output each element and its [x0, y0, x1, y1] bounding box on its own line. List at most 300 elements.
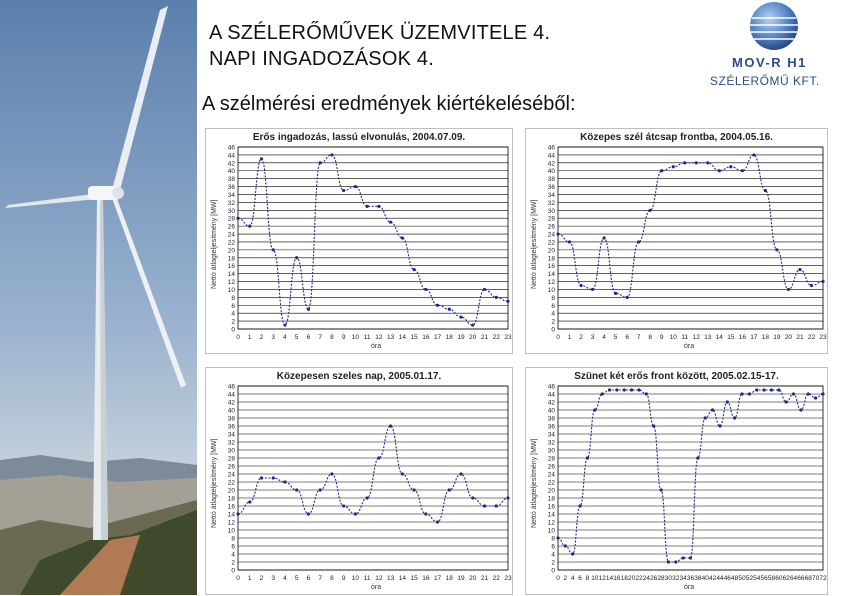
y-tick-label: 24	[227, 231, 235, 239]
x-tick-label: 23	[819, 334, 827, 341]
data-point	[696, 456, 699, 459]
data-point	[763, 388, 766, 391]
x-tick-label: 1	[567, 334, 572, 341]
y-tick-label: 22	[547, 479, 555, 487]
x-tick-label: 40	[701, 575, 709, 582]
x-tick-label: 14	[715, 334, 723, 341]
x-tick-label: 30	[664, 575, 673, 582]
y-tick-label: 30	[547, 447, 555, 455]
data-point	[342, 504, 345, 507]
y-tick-label: 30	[227, 447, 235, 455]
y-tick-label: 6	[231, 543, 235, 551]
x-tick-label: 70	[812, 575, 820, 582]
y-tick-label: 14	[227, 511, 235, 519]
x-tick-label: 12	[375, 334, 383, 341]
chart-3-xlabel: óra	[371, 584, 382, 591]
data-point	[755, 388, 758, 391]
y-tick-label: 24	[547, 231, 555, 239]
y-tick-label: 38	[547, 176, 555, 184]
y-tick-label: 32	[227, 199, 235, 207]
x-tick-label: 50	[738, 575, 746, 582]
y-tick-label: 44	[547, 391, 555, 399]
x-tick-label: 13	[386, 334, 395, 341]
y-tick-label: 36	[547, 184, 555, 192]
data-point	[564, 544, 567, 547]
data-point	[459, 472, 462, 475]
data-point	[424, 288, 427, 291]
data-point	[377, 456, 380, 459]
x-tick-label: 36	[686, 575, 695, 582]
data-point	[571, 552, 574, 555]
x-tick-label: 52	[745, 575, 754, 582]
y-tick-label: 42	[227, 160, 235, 168]
x-tick-label: 22	[492, 575, 500, 582]
data-point	[614, 292, 617, 295]
data-point	[483, 504, 486, 507]
x-tick-label: 3	[271, 334, 276, 341]
y-tick-label: 14	[547, 271, 555, 279]
y-tick-label: 0	[231, 567, 235, 575]
data-point	[568, 240, 571, 243]
x-tick-label: 14	[398, 575, 406, 582]
data-point	[674, 560, 677, 563]
data-point	[748, 392, 751, 395]
x-tick-label: 16	[422, 575, 430, 582]
x-tick-label: 22	[635, 575, 643, 582]
x-tick-label: 17	[433, 334, 442, 341]
data-point	[649, 209, 652, 212]
data-point	[601, 392, 604, 395]
x-tick-label: 5	[294, 575, 299, 582]
x-tick-label: 7	[318, 575, 322, 582]
y-tick-label: 16	[547, 503, 555, 511]
y-tick-label: 24	[227, 471, 235, 479]
x-tick-label: 16	[738, 334, 746, 341]
y-tick-label: 34	[547, 191, 555, 199]
x-tick-label: 0	[236, 575, 240, 582]
chart-3-ylabel: Nettó átlagteljesítmény [MW]	[211, 438, 218, 528]
data-point	[764, 189, 767, 192]
x-tick-label: 60	[775, 575, 783, 582]
y-tick-label: 36	[227, 423, 235, 431]
y-tick-label: 4	[551, 310, 555, 318]
data-point	[821, 280, 824, 283]
y-tick-label: 34	[227, 431, 235, 439]
y-tick-label: 12	[227, 519, 235, 527]
y-tick-label: 18	[547, 495, 555, 503]
y-tick-label: 42	[547, 399, 555, 407]
y-tick-label: 14	[227, 271, 235, 279]
data-point	[354, 185, 357, 188]
y-tick-label: 46	[227, 144, 235, 152]
x-tick-label: 19	[773, 334, 781, 341]
y-tick-label: 20	[227, 247, 235, 255]
data-point	[330, 153, 333, 156]
x-tick-label: 38	[694, 575, 702, 582]
x-tick-label: 11	[363, 334, 371, 341]
data-point	[711, 408, 714, 411]
y-tick-label: 40	[547, 168, 555, 176]
chart-4-svg	[526, 368, 829, 596]
x-tick-label: 13	[386, 575, 395, 582]
chart-1-title: Erős ingadozás, lassú elvonulás, 2004.07.09.	[252, 132, 466, 143]
data-point	[807, 392, 810, 395]
y-tick-label: 42	[547, 160, 555, 168]
x-tick-label: 18	[445, 334, 453, 341]
chart-4	[525, 367, 828, 595]
y-tick-label: 28	[227, 215, 235, 223]
data-point	[471, 323, 474, 326]
data-point	[389, 221, 392, 224]
data-point	[659, 488, 662, 491]
data-point	[236, 512, 239, 515]
chart-3-svg	[206, 368, 514, 596]
data-point	[741, 169, 744, 172]
data-point	[591, 288, 594, 291]
data-point	[637, 240, 640, 243]
data-point	[448, 488, 451, 491]
x-tick-label: 19	[457, 575, 465, 582]
x-tick-label: 66	[797, 575, 805, 582]
y-tick-label: 32	[227, 439, 235, 447]
data-point	[593, 408, 596, 411]
y-tick-label: 8	[551, 294, 555, 302]
x-tick-label: 10	[591, 575, 599, 582]
x-tick-label: 46	[723, 575, 731, 582]
x-tick-label: 4	[602, 334, 606, 341]
y-tick-label: 2	[551, 559, 555, 567]
y-tick-label: 26	[227, 223, 235, 231]
y-tick-label: 4	[231, 310, 235, 318]
data-point	[283, 323, 286, 326]
data-point	[667, 560, 670, 563]
chart-3-title: Közepesen szeles nap, 2005.01.17.	[276, 371, 442, 382]
y-tick-label: 28	[547, 455, 555, 463]
data-point	[448, 308, 451, 311]
title-line-2: NAPI INGADOZÁSOK 4.	[209, 48, 434, 70]
y-tick-label: 0	[231, 326, 235, 334]
y-tick-label: 22	[547, 239, 555, 247]
x-tick-label: 23	[504, 575, 512, 582]
data-point	[330, 472, 333, 475]
data-point	[775, 248, 778, 251]
y-tick-label: 24	[547, 471, 555, 479]
y-tick-label: 34	[227, 191, 235, 199]
chart-1-xlabel: óra	[371, 343, 382, 350]
y-tick-label: 0	[551, 567, 555, 575]
x-tick-label: 44	[716, 575, 724, 582]
y-tick-label: 0	[551, 326, 555, 334]
x-tick-label: 23	[504, 334, 512, 341]
y-tick-label: 12	[547, 519, 555, 527]
data-point	[556, 536, 559, 539]
x-tick-label: 9	[659, 334, 664, 341]
x-tick-label: 18	[761, 334, 770, 341]
data-point	[412, 488, 415, 491]
y-tick-label: 38	[227, 176, 235, 184]
x-tick-label: 34	[679, 575, 687, 582]
plot-area	[558, 386, 823, 570]
data-point	[272, 476, 275, 479]
y-tick-label: 44	[547, 152, 555, 160]
y-tick-label: 28	[227, 455, 235, 463]
x-tick-label: 5	[613, 334, 618, 341]
data-point	[733, 416, 736, 419]
data-point	[412, 268, 415, 271]
x-tick-label: 21	[796, 334, 804, 341]
title-line-1: A SZÉLERŐMŰVEK ÜZEMVITELE 4.	[209, 22, 551, 44]
x-tick-label: 8	[648, 334, 652, 341]
y-tick-label: 8	[551, 535, 555, 543]
y-tick-label: 26	[547, 223, 555, 231]
y-tick-label: 4	[231, 551, 235, 559]
x-tick-label: 7	[318, 334, 322, 341]
data-point	[682, 556, 685, 559]
data-point	[354, 512, 357, 515]
x-tick-label: 18	[620, 575, 628, 582]
data-point	[785, 400, 788, 403]
y-tick-label: 30	[227, 207, 235, 215]
data-point	[626, 296, 629, 299]
y-tick-label: 32	[547, 439, 555, 447]
y-tick-label: 42	[227, 399, 235, 407]
data-point	[556, 232, 559, 235]
x-tick-label: 8	[330, 575, 334, 582]
data-point	[752, 153, 755, 156]
y-tick-label: 18	[227, 255, 235, 263]
y-tick-label: 38	[547, 415, 555, 423]
data-point	[652, 424, 655, 427]
data-point	[810, 284, 813, 287]
data-point	[260, 157, 263, 160]
x-tick-label: 6	[578, 575, 582, 582]
x-tick-label: 4	[283, 334, 287, 341]
data-point	[436, 304, 439, 307]
y-tick-label: 22	[227, 479, 235, 487]
data-point	[459, 316, 462, 319]
data-point	[377, 205, 380, 208]
x-tick-label: 22	[492, 334, 500, 341]
x-tick-label: 4	[283, 575, 287, 582]
data-point	[821, 392, 824, 395]
y-tick-label: 2	[231, 559, 235, 567]
y-tick-label: 10	[547, 527, 555, 535]
x-tick-label: 16	[422, 334, 430, 341]
x-tick-label: 15	[410, 334, 418, 341]
y-tick-label: 12	[547, 279, 555, 287]
data-point	[424, 512, 427, 515]
x-tick-label: 20	[469, 334, 477, 341]
logo-name: MOV-R H1	[732, 55, 807, 70]
data-point	[506, 496, 509, 499]
page-subtitle: A szélmérési eredmények kiértékeléséből:	[202, 93, 576, 115]
x-tick-label: 2	[259, 575, 264, 582]
x-tick-label: 4	[570, 575, 575, 582]
y-tick-label: 34	[547, 431, 555, 439]
data-point	[366, 205, 369, 208]
x-tick-label: 18	[445, 575, 453, 582]
data-point	[295, 256, 298, 259]
data-point	[623, 388, 626, 391]
y-tick-label: 8	[231, 535, 235, 543]
x-tick-label: 7	[636, 334, 641, 341]
y-tick-label: 46	[547, 144, 555, 152]
x-tick-label: 8	[330, 334, 334, 341]
y-tick-label: 20	[547, 247, 555, 255]
y-tick-label: 40	[227, 407, 235, 415]
x-tick-label: 17	[750, 334, 758, 341]
x-tick-label: 19	[457, 334, 465, 341]
x-tick-label: 62	[782, 575, 790, 582]
y-tick-label: 4	[551, 551, 555, 559]
x-tick-label: 14	[605, 575, 614, 582]
y-tick-label: 10	[227, 286, 235, 294]
data-point	[248, 500, 251, 503]
x-tick-label: 3	[590, 334, 595, 341]
y-tick-label: 10	[227, 527, 235, 535]
data-point	[718, 424, 721, 427]
x-tick-label: 2	[579, 334, 583, 341]
data-point	[578, 504, 581, 507]
x-tick-label: 17	[433, 575, 442, 582]
y-tick-label: 20	[547, 487, 555, 495]
x-tick-label: 10	[351, 334, 360, 341]
y-tick-label: 26	[227, 463, 235, 471]
chart-1-ylabel: Nettó átlagteljesítmény [MW]	[211, 199, 218, 289]
x-tick-label: 20	[784, 334, 793, 341]
x-tick-label: 0	[556, 334, 560, 341]
x-tick-label: 20	[469, 575, 477, 582]
data-point	[495, 296, 498, 299]
x-tick-label: 12	[598, 575, 606, 582]
x-tick-label: 42	[708, 575, 717, 582]
data-point	[798, 268, 801, 271]
y-tick-label: 40	[547, 407, 555, 415]
x-tick-label: 48	[731, 575, 739, 582]
data-point	[586, 456, 589, 459]
x-tick-label: 1	[247, 575, 252, 582]
y-tick-label: 6	[231, 302, 235, 310]
data-point	[637, 388, 640, 391]
data-point	[814, 396, 817, 399]
y-tick-label: 18	[547, 255, 555, 263]
y-tick-label: 6	[551, 543, 555, 551]
data-point	[236, 217, 239, 220]
data-point	[777, 388, 780, 391]
x-tick-label: 8	[585, 575, 590, 582]
chart-2-title: Közepes szél átcsap frontba, 2004.05.16.	[580, 132, 773, 143]
chart-1	[205, 128, 513, 354]
data-point	[787, 288, 790, 291]
x-tick-label: 16	[613, 575, 621, 582]
x-tick-label: 22	[807, 334, 816, 341]
y-tick-label: 10	[547, 286, 555, 294]
data-point	[495, 504, 498, 507]
y-tick-label: 6	[551, 302, 555, 310]
y-tick-label: 44	[227, 391, 235, 399]
x-tick-label: 6	[625, 334, 629, 341]
x-tick-label: 21	[480, 334, 489, 341]
x-tick-label: 6	[306, 575, 311, 582]
x-tick-label: 10	[669, 334, 677, 341]
y-tick-label: 22	[227, 239, 235, 247]
y-tick-label: 32	[547, 199, 555, 207]
data-point	[579, 284, 582, 287]
chart-4-ylabel: Nettó átlagteljesítmény [MW]	[531, 438, 538, 528]
data-point	[483, 288, 486, 291]
data-point	[401, 236, 404, 239]
x-tick-label: 10	[351, 575, 360, 582]
data-point	[615, 388, 618, 391]
chart-2-xlabel: óra	[684, 343, 695, 350]
data-point	[342, 189, 345, 192]
data-point	[645, 392, 648, 395]
data-point	[471, 496, 474, 499]
y-tick-label: 14	[547, 511, 555, 519]
data-point	[740, 392, 743, 395]
y-tick-label: 44	[227, 152, 235, 160]
x-tick-label: 68	[804, 575, 812, 582]
x-tick-label: 14	[398, 334, 406, 341]
data-point	[729, 165, 732, 168]
x-tick-label: 6	[306, 334, 311, 341]
data-point	[248, 225, 251, 228]
y-tick-label: 36	[547, 423, 555, 431]
data-point	[283, 480, 286, 483]
data-point	[799, 408, 802, 411]
data-point	[792, 392, 795, 395]
chart-2-ylabel: Nettó átlagteljesítmény [MW]	[531, 199, 538, 289]
data-point	[436, 520, 439, 523]
x-tick-label: 64	[789, 575, 798, 582]
data-point	[704, 416, 707, 419]
data-point	[307, 308, 310, 311]
y-tick-label: 8	[231, 294, 235, 302]
y-tick-label: 12	[227, 279, 235, 287]
y-tick-label: 2	[231, 318, 235, 326]
data-point	[366, 496, 369, 499]
wind-turbine-photo	[0, 0, 197, 595]
y-tick-label: 16	[547, 263, 555, 271]
y-tick-label: 16	[227, 263, 235, 271]
logo-company: SZÉLERŐMŰ KFT.	[710, 74, 820, 88]
chart-4-title: Szünet két erős front között, 2005.02.15-17.	[574, 371, 779, 382]
data-point	[307, 512, 310, 515]
y-tick-label: 28	[547, 215, 555, 223]
y-tick-label: 26	[547, 463, 555, 471]
chart-4-xlabel: óra	[684, 584, 695, 591]
x-tick-label: 13	[704, 334, 712, 341]
data-point	[630, 388, 633, 391]
x-tick-label: 58	[767, 575, 776, 582]
data-point	[319, 161, 322, 164]
y-tick-label: 46	[547, 383, 555, 391]
x-tick-label: 56	[760, 575, 768, 582]
x-tick-label: 54	[753, 575, 761, 582]
page-title	[209, 20, 550, 72]
data-point	[683, 161, 686, 164]
plot-area	[238, 147, 508, 329]
y-tick-label: 38	[227, 415, 235, 423]
x-tick-label: 28	[657, 575, 665, 582]
x-tick-label: 72	[819, 575, 827, 582]
y-tick-label: 36	[227, 184, 235, 192]
data-point	[672, 165, 675, 168]
x-tick-label: 2	[563, 575, 568, 582]
data-point	[401, 472, 404, 475]
y-tick-label: 16	[227, 503, 235, 511]
data-point	[389, 424, 392, 427]
